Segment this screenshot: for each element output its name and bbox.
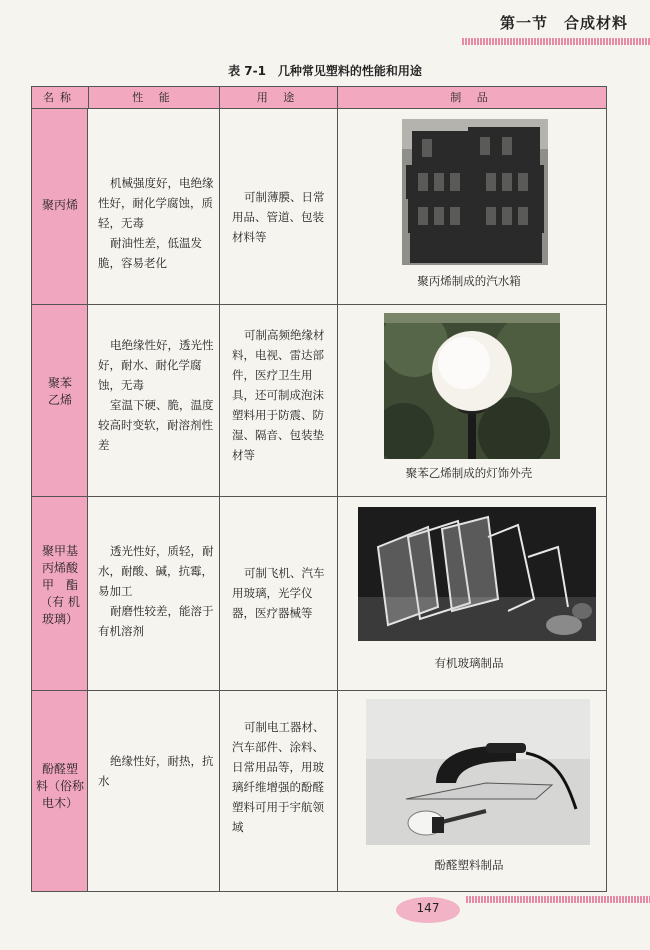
- name-line: （有 机: [40, 595, 80, 609]
- property-paragraph: 绝缘性好，耐热，抗水: [98, 754, 214, 788]
- property-paragraph: 耐磨性较差，能溶于有机溶剂: [98, 604, 214, 638]
- row-uses: [232, 717, 332, 837]
- header-name: 名称: [32, 87, 89, 108]
- row-name: [36, 375, 84, 409]
- section-title: 第一节 合成材料: [499, 14, 628, 32]
- use-paragraph: 可制高频绝缘材料，电视、雷达部件，医疗卫生用具，还可制成泡沫塑料用于防震、防湿、隔音、包装垫材等: [232, 328, 325, 462]
- name-line: 酚醛塑: [41, 762, 78, 776]
- table-row: [32, 305, 606, 497]
- footer-stripe: [466, 896, 650, 903]
- property-paragraph: 电绝缘性好，透光性好，耐水、耐化学腐蚀，无毒: [98, 338, 214, 392]
- property-paragraph: 室温下硬、脆，温度较高时变软，耐溶剂性差: [98, 398, 214, 452]
- row-properties: [98, 541, 218, 641]
- product-photo-soda-crates: [402, 119, 548, 265]
- table-row: [32, 497, 606, 691]
- name-line: 聚丙烯: [41, 198, 78, 212]
- use-paragraph: 可制薄膜、日常用品、管道、包装材料等: [232, 190, 325, 244]
- product-photo-acrylic-items: [358, 507, 596, 641]
- name-line: 料（俗称: [36, 779, 85, 793]
- row-properties: [98, 335, 218, 455]
- name-line: 聚甲基: [41, 544, 78, 558]
- use-paragraph: 可制电工器材、汽车部件、涂料、日常用品等，用玻璃纤维增强的酚醛塑料可用于宇航领域: [232, 720, 325, 834]
- header-uses: 用 途: [220, 87, 338, 108]
- table-header-row: [32, 87, 606, 109]
- row-uses: [232, 325, 332, 465]
- product-caption: 有机玻璃制品: [434, 656, 504, 670]
- row-properties: [98, 173, 218, 273]
- name-line: 乙烯: [47, 393, 72, 407]
- row-name: [36, 197, 84, 214]
- property-paragraph: 机械强度好，电绝缘性好，耐化学腐蚀，质轻，无毒: [98, 176, 214, 230]
- plastics-table: [31, 86, 607, 892]
- row-properties: [98, 751, 218, 791]
- name-line: 电木）: [41, 796, 78, 810]
- table-row: [32, 109, 606, 305]
- name-line: 丙烯酸: [41, 561, 78, 575]
- name-line: 甲 酯: [41, 578, 78, 592]
- row-name: [36, 761, 84, 812]
- header-properties: 性 能: [89, 87, 220, 108]
- product-photo-iron: [366, 699, 590, 845]
- table-row: [32, 691, 606, 891]
- name-line: 玻璃）: [41, 612, 78, 626]
- row-uses: [232, 187, 332, 247]
- use-paragraph: 可制飞机、汽车用玻璃，光学仪器，医疗器械等: [232, 566, 325, 620]
- product-caption: 酚醛塑料制品: [434, 858, 504, 872]
- name-line: 聚苯: [47, 376, 72, 390]
- product-caption: 聚苯乙烯制成的灯饰外壳: [405, 466, 533, 480]
- property-paragraph: 透光性好，质轻，耐水，耐酸、碱，抗霉，易加工: [98, 544, 214, 598]
- header-stripe: [462, 38, 650, 45]
- property-paragraph: 耐油性差，低温发脆，容易老化: [98, 236, 202, 270]
- header-products: 制 品: [450, 91, 494, 104]
- product-photo-globe-lamp: [384, 313, 560, 459]
- table-caption: 表 7-1 几种常见塑料的性能和用途: [228, 64, 422, 78]
- row-name: [36, 543, 84, 628]
- product-caption: 聚丙烯制成的汽水箱: [417, 274, 521, 288]
- row-uses: [232, 563, 332, 623]
- page-number: 147: [416, 901, 440, 915]
